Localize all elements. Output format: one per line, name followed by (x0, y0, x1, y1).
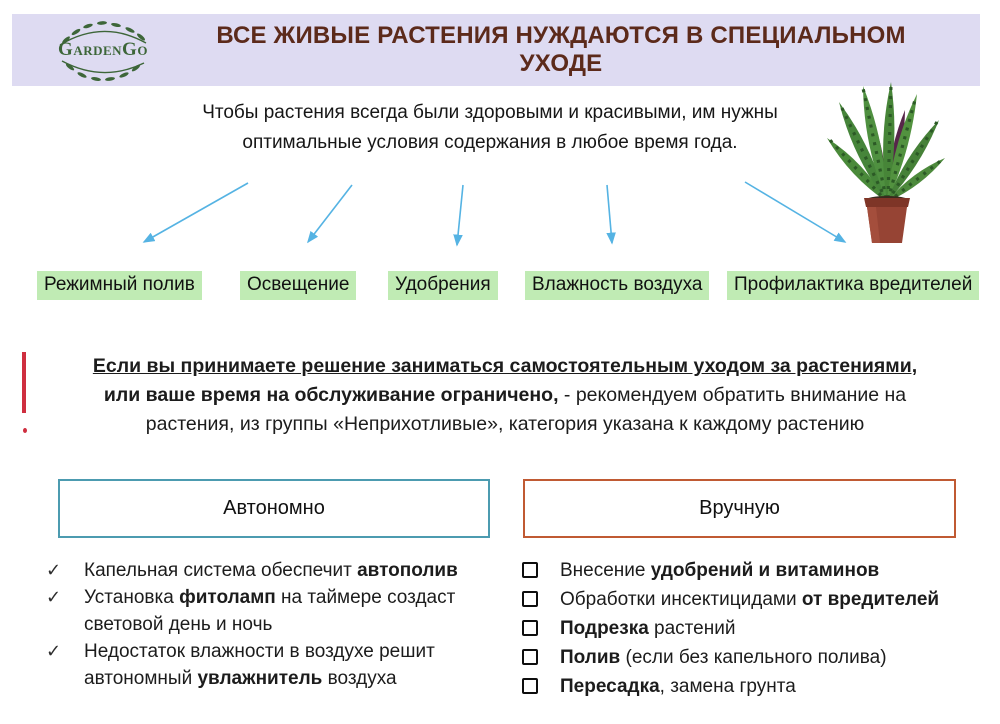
list-item (46, 584, 490, 638)
list-item-text: Пересадка, замена грунта (560, 676, 796, 697)
list-item (522, 615, 972, 644)
arrow-to-humidity (607, 185, 612, 243)
care-label-pests: Профилактика вредителей (727, 271, 979, 300)
gardengo-logo (44, 15, 162, 85)
header-banner (12, 14, 980, 86)
checkbox-icon (522, 620, 538, 636)
checkmark-icon: ✓ (46, 587, 62, 607)
list-item-text: Обработки инсектицидами от вредителей (560, 589, 940, 610)
list-item-text: Внесение удобрений и витаминов (560, 560, 880, 581)
care-label-watering: Режимный полив (37, 271, 202, 300)
care-label-humidity: Влажность воздуха (525, 271, 709, 300)
list-item-text: Капельная система обеспечит автополив (84, 560, 458, 581)
list-item-text: Полив (если без капельного полива) (560, 647, 887, 668)
intro-line-1: Чтобы растения всегда были здоровыми и красивыми, им нужны (202, 102, 778, 123)
note-line-3: растения, из группы «Неприхотливые», категория указана к каждому растению (145, 413, 865, 435)
list-item (46, 638, 490, 692)
intro-text (140, 98, 840, 158)
list-item (46, 557, 490, 584)
list-item (522, 557, 972, 586)
list-item (522, 586, 972, 615)
checkbox-icon (522, 591, 538, 607)
note-line-1: Если вы принимаете решение заниматься самостоятельным уходом за растениями, (92, 355, 918, 377)
arrow-to-lighting (308, 185, 352, 242)
note-line-2: или ваше время на обслуживание ограничено, - рекомендуем обратить внимание на (103, 384, 907, 406)
manual-care-box (523, 479, 956, 538)
arrow-to-fertilizer (457, 185, 463, 245)
auto-care-box-title: Автономно (223, 497, 325, 519)
page-title: ВСЕ ЖИВЫЕ РАСТЕНИЯ НУЖДАЮТСЯ В СПЕЦИАЛЬНОМ УХОДЕ (216, 22, 906, 77)
intro-line-2: оптимальные условия содержания в любое время года. (242, 132, 738, 153)
manual-care-box-title: Вручную (699, 497, 780, 519)
list-item (522, 644, 972, 673)
care-label-lighting: Освещение (240, 271, 356, 300)
manual-care-list (522, 557, 972, 702)
arrow-to-pests (745, 182, 845, 242)
checkbox-icon (522, 562, 538, 578)
checkmark-icon: ✓ (46, 560, 62, 580)
note-text (40, 352, 970, 439)
auto-care-list (46, 557, 490, 692)
arrow-to-watering (144, 183, 248, 242)
list-item-text: Недостаток влажности в воздухе решит автономный увлажнитель воздуха (84, 641, 435, 689)
list-item (522, 673, 972, 702)
checkmark-icon: ✓ (46, 641, 62, 661)
auto-care-box (58, 479, 490, 538)
care-label-fertilizer: Удобрения (388, 271, 498, 300)
checkbox-icon (522, 649, 538, 665)
list-item-text: Подрезка растений (560, 618, 736, 639)
checkbox-icon (522, 678, 538, 694)
accent-bar (22, 352, 26, 413)
accent-dot (23, 428, 27, 433)
arrows-graphic (0, 170, 1000, 260)
logo-text: GardenGo (58, 39, 148, 60)
list-item-text: Установка фитоламп на таймере создаст световой день и ночь (84, 587, 456, 635)
